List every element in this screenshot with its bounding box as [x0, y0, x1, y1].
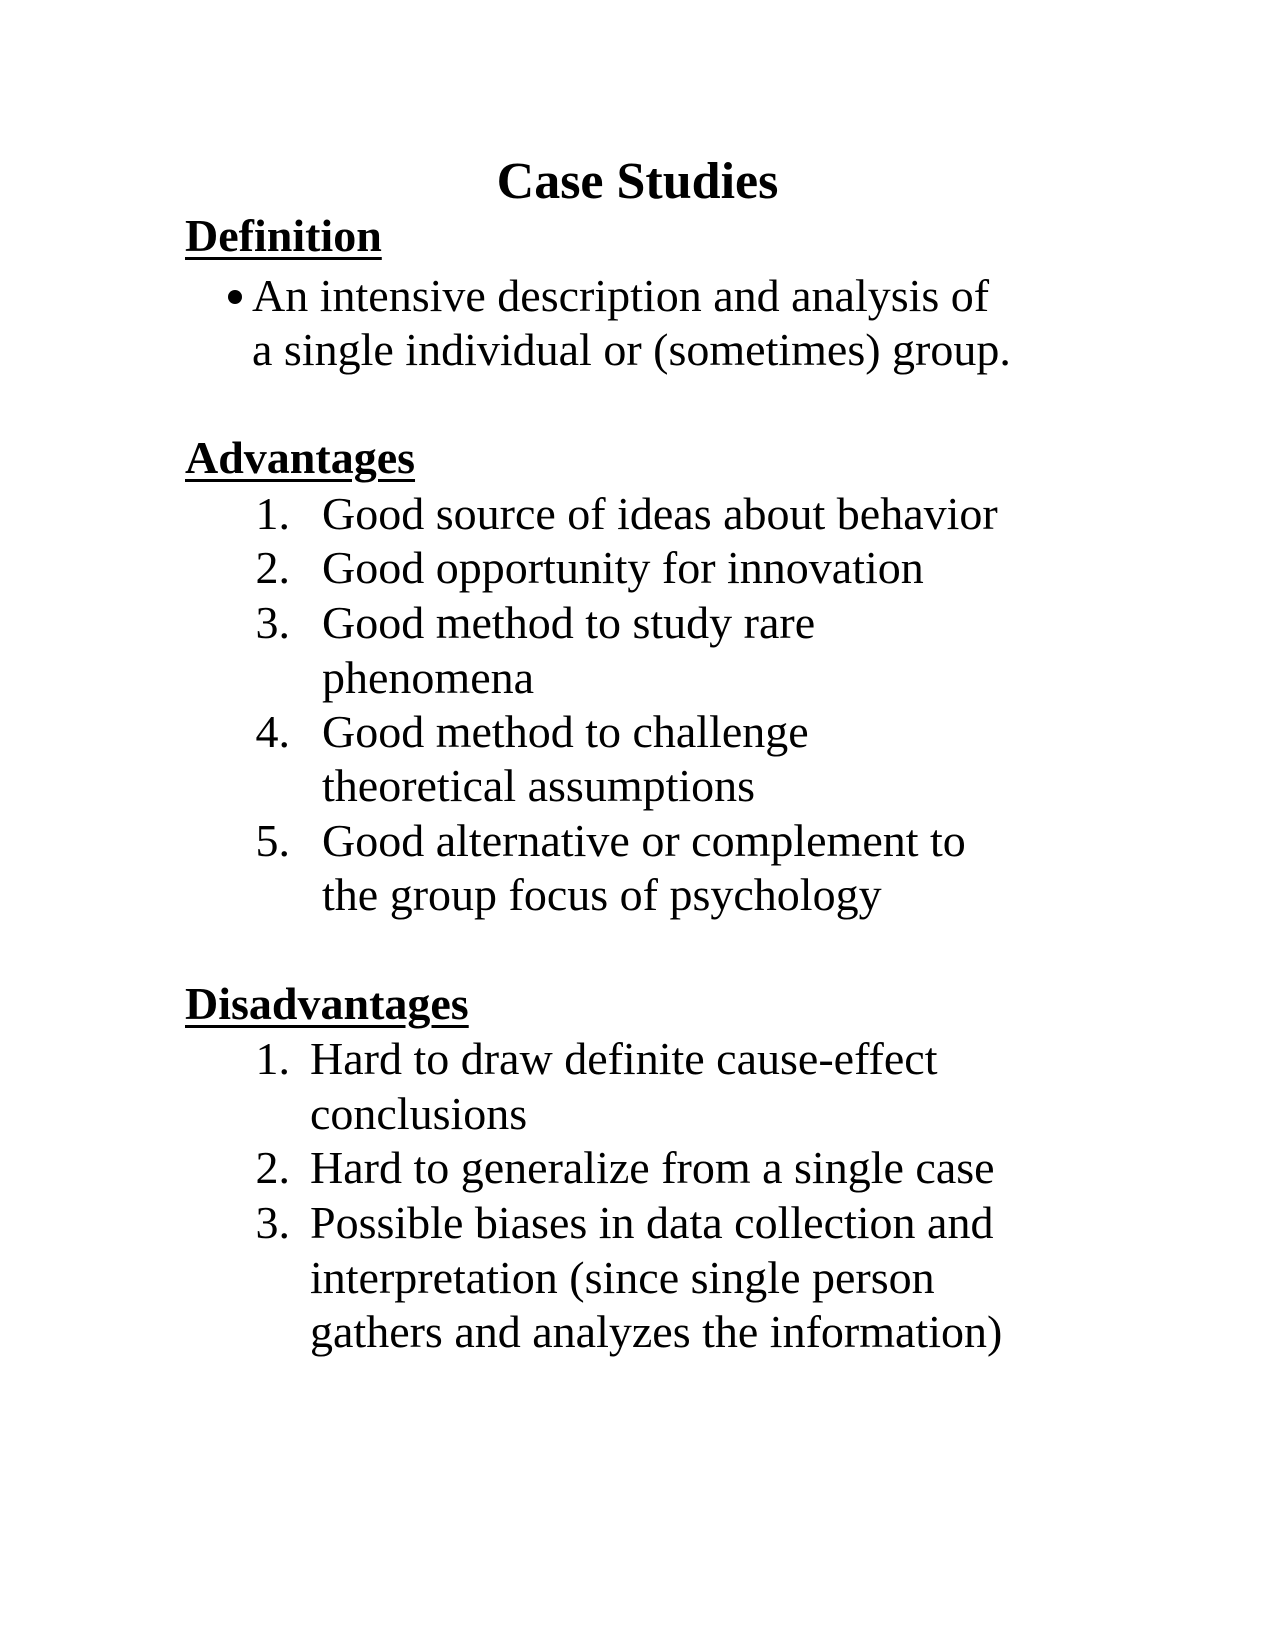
advantage-number: 3. — [255, 597, 290, 648]
advantage-item-3-line-2: phenomena — [322, 652, 535, 703]
advantage-number: 5. — [255, 815, 290, 866]
disadvantage-item-3-line-2: interpretation (since single person — [310, 1252, 935, 1303]
disadvantage-item-3-line-1: Possible biases in data collection and — [310, 1197, 994, 1248]
disadvantage-item-1-line-2: conclusions — [310, 1088, 528, 1139]
advantage-item-4-line-2: theoretical assumptions — [322, 760, 756, 811]
advantage-item-3-line-1: Good method to study rare — [322, 597, 816, 648]
disadvantage-number: 3. — [255, 1197, 290, 1248]
disadvantage-item-2-line-1: Hard to generalize from a single case — [310, 1142, 995, 1193]
advantage-number: 4. — [255, 706, 290, 757]
advantage-item-4-line-1: Good method to challenge — [322, 706, 809, 757]
disadvantage-item-1-line-1: Hard to draw definite cause-effect — [310, 1033, 938, 1084]
disadvantage-item-3-line-3: gathers and analyzes the information) — [310, 1306, 1003, 1357]
disadvantage-number: 1. — [255, 1033, 290, 1084]
definition-heading: Definition — [185, 210, 382, 261]
definition-line-1: An intensive description and analysis of — [252, 270, 990, 321]
disadvantages-heading: Disadvantages — [185, 978, 469, 1029]
definition-line-2: a single individual or (sometimes) group. — [252, 324, 1011, 375]
advantage-number: 1. — [255, 488, 290, 539]
advantage-item-1-line-1: Good source of ideas about behavior — [322, 488, 998, 539]
advantage-item-5-line-2: the group focus of psychology — [322, 869, 882, 920]
advantages-heading: Advantages — [185, 432, 416, 483]
advantage-item-2-line-1: Good opportunity for innovation — [322, 542, 924, 593]
disadvantage-number: 2. — [255, 1142, 290, 1193]
bullet-dot-icon — [228, 290, 242, 304]
advantage-item-5-line-1: Good alternative or complement to — [322, 815, 966, 866]
page-title: Case Studies — [496, 153, 779, 210]
advantage-number: 2. — [255, 542, 290, 593]
